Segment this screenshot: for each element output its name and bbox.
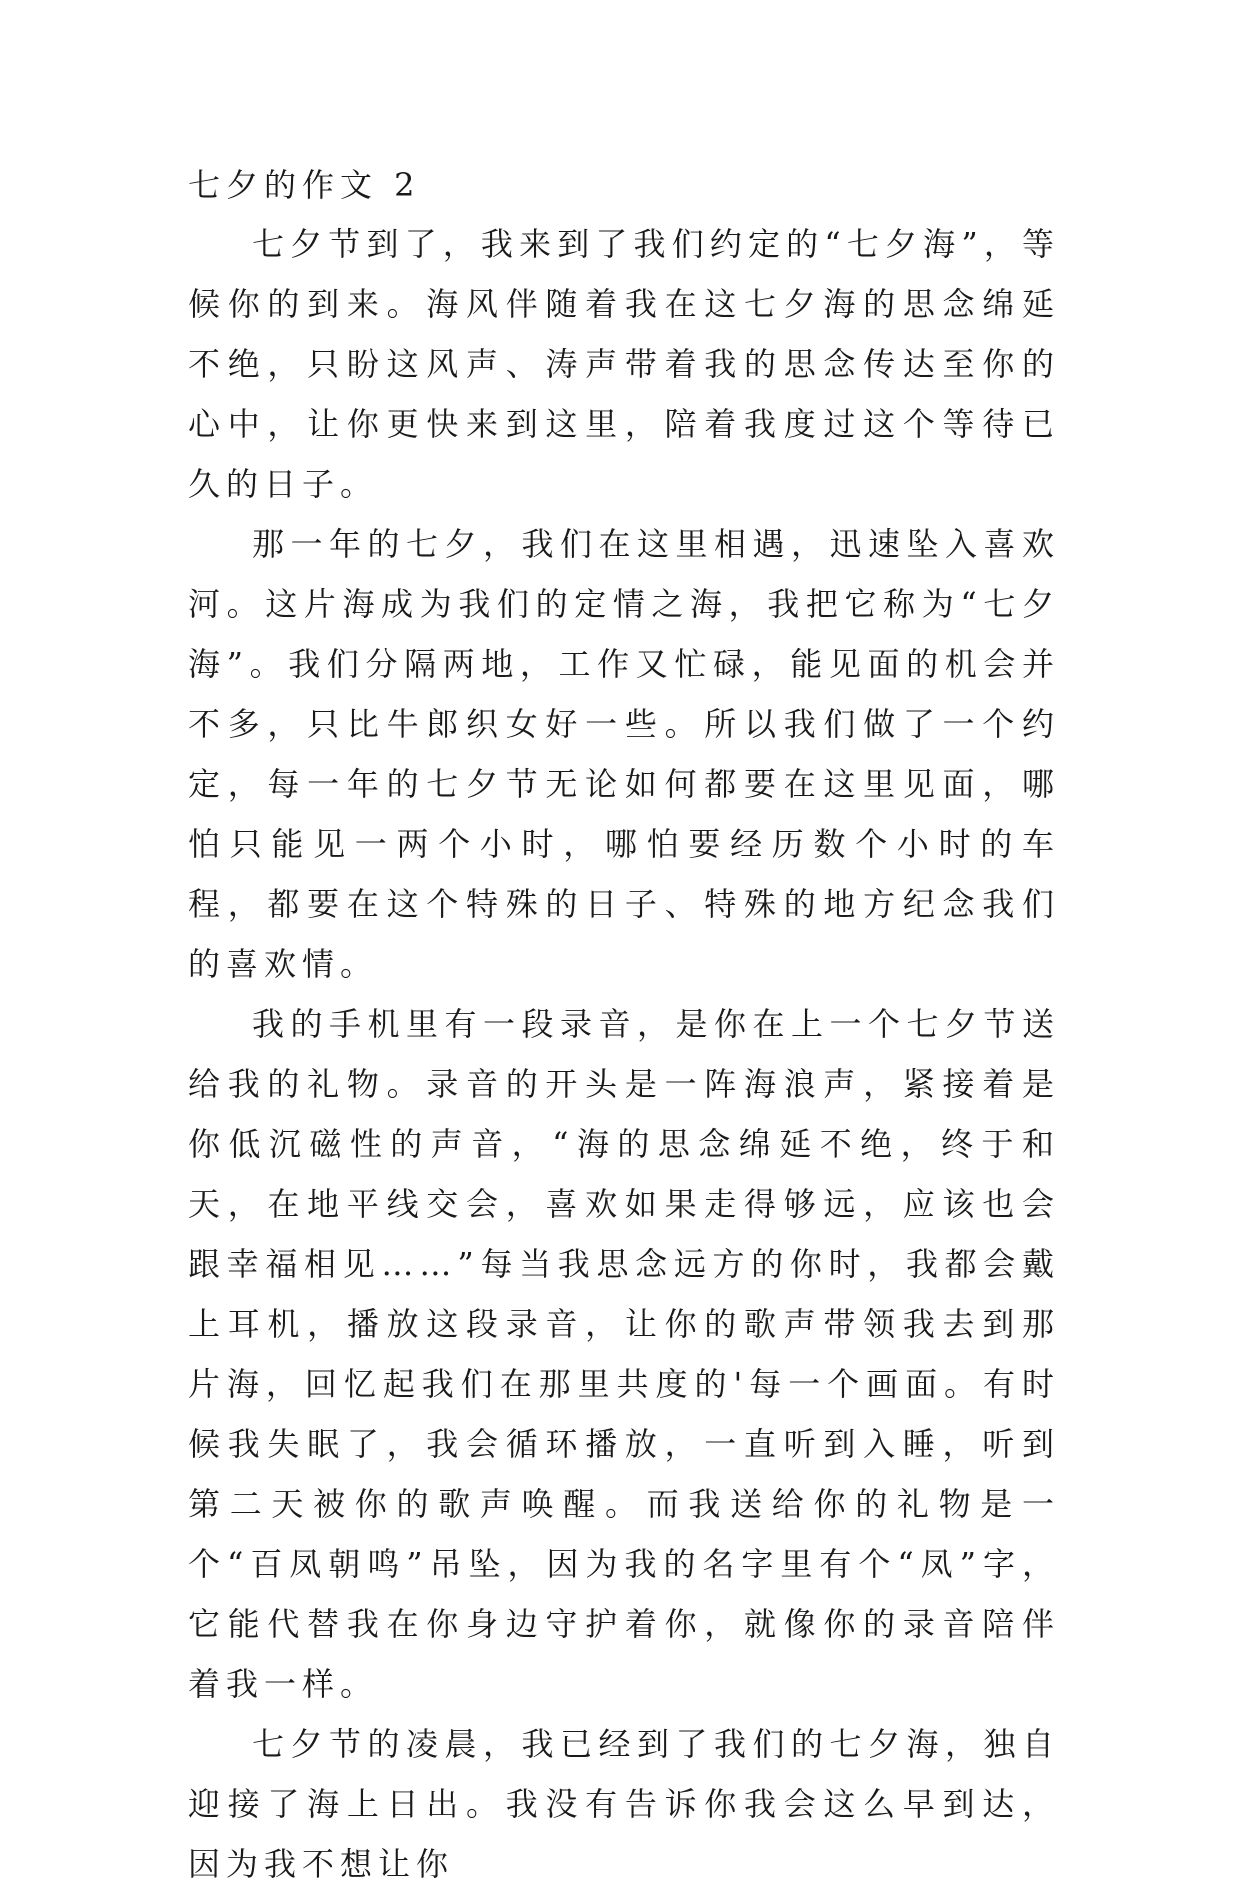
paragraph-4: 七夕节的凌晨，我已经到了我们的七夕海，独自迎接了海上日出。我没有告诉你我会这么早到达，因为我不想让你 [188,1725,1060,1883]
paragraph-2: 那一年的七夕，我们在这里相遇，迅速坠入喜欢河。这片海成为我们的定情之海，我把它称为“七夕海”。我们分隔两地，工作又忙碌，能见面的机会并不多，只比牛郎织女好一些。所以我们做了一个约定，每一年的七夕节无论如何都要在这里见面，哪怕只能见一两个小时，哪怕要经历数个小时的车程，都要在这个特殊的日子、特殊的地方纪念我们的喜欢情。 [188,525,1060,983]
paragraph-1: 七夕节到了，我来到了我们约定的“七夕海”，等候你的到来。海风伴随着我在这七夕海的思念绵延不绝，只盼这风声、涛声带着我的思念传达至你的心中，让你更快来到这里，陪着我度过这个等待已久的日子。 [188,225,1060,503]
document-body [188,156,1060,1894]
document-title: 七夕的作文 2 [188,166,421,204]
paragraph-3: 我的手机里有一段录音，是你在上一个七夕节送给我的礼物。录音的开头是一阵海浪声，紧接着是你低沉磁性的声音，“海的思念绵延不绝，终于和天，在地平线交会，喜欢如果走得够远，应该也会跟幸福相见……”每当我思念远方的你时，我都会戴上耳机，播放这段录音，让你的歌声带领我去到那片海，回忆起我们在那里共度的'每一个画面。有时候我失眠了，我会循环播放，一直听到入睡，听到第二天被你的歌声唤醒。而我送给你的礼物是一个“百凤朝鸣”吊坠，因为我的名字里有个“凤”字，它能代替我在你身边守护着你，就像你的录音陪伴着我一样。 [188,1005,1060,1703]
